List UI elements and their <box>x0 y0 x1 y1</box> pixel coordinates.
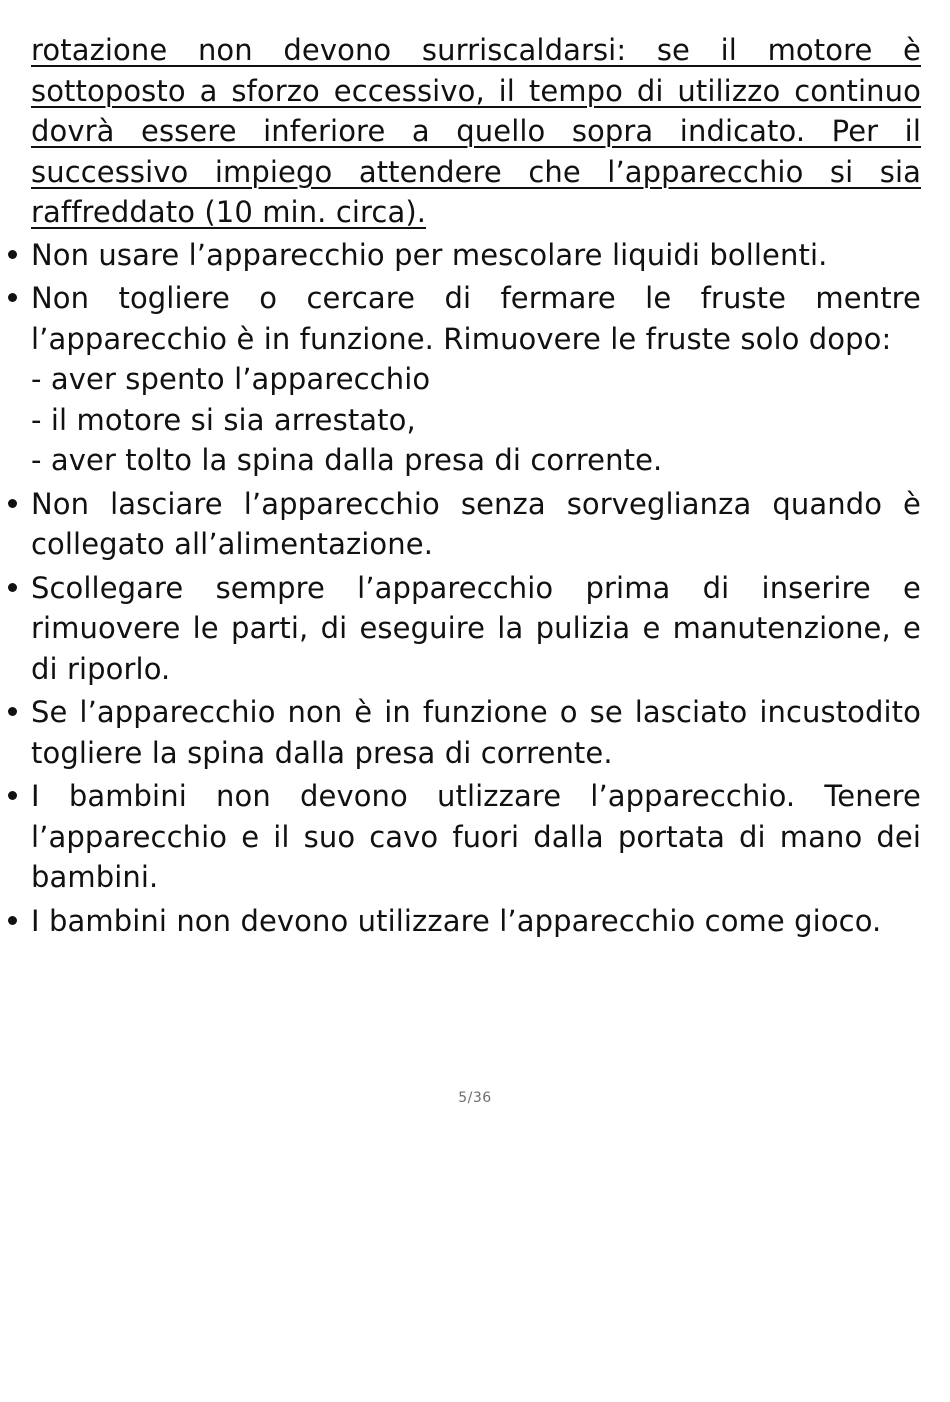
bullet-icon <box>8 250 17 259</box>
page-number: 5/36 <box>458 1090 492 1106</box>
list-item <box>31 692 921 773</box>
bullet-icon <box>8 583 17 592</box>
list-item <box>31 901 921 942</box>
sub-item: - il motore si sia arrestato, <box>31 402 416 437</box>
list-item-text: I bambini non devono utilizzare l’apparecchio come gioco. <box>31 903 882 938</box>
list-item-text: Se l’apparecchio non è in funzione o se lasciato incustodito togliere la spina dalla presa di corrente. <box>31 695 921 770</box>
list-item-text: Non lasciare l’apparecchio senza sorveglianza quando è collegato all’alimentazione. <box>31 486 921 561</box>
bullet-icon <box>8 916 17 925</box>
bullet-icon <box>8 791 17 800</box>
list-item <box>31 484 921 565</box>
intro-paragraph: rotazione non devono surriscaldarsi: se il motore è sottoposto a sforzo eccessivo, il tempo di utilizzo continuo dovrà essere inferiore a quello sopra indicato. Per il successivo impiego attendere che l’apparecchio si sia raffreddato (10 min. circa). <box>31 33 921 229</box>
safety-bullet-list <box>31 235 921 942</box>
list-item <box>31 278 921 481</box>
bullet-icon <box>8 293 17 302</box>
list-item-text: Non togliere o cercare di fermare le fruste mentre l’apparecchio è in funzione. Rimuovere le fruste solo dopo: <box>31 281 921 356</box>
list-item <box>31 776 921 898</box>
sub-item: - aver tolto la spina dalla presa di corrente. <box>31 443 663 477</box>
list-item-text: Scollegare sempre l’apparecchio prima di inserire e rimuovere le parti, di eseguire la pulizia e manutenzione, e di riporlo. <box>31 570 921 686</box>
bullet-icon <box>8 499 17 508</box>
list-item-text: Non usare l’apparecchio per mescolare liquidi bollenti. <box>31 237 828 272</box>
list-item <box>31 235 921 276</box>
sub-item: - aver spento l’apparecchio <box>31 362 431 396</box>
list-item <box>31 568 921 690</box>
list-item-text: I bambini non devono utlizzare l’apparecchio. Tenere l’apparecchio e il suo cavo fuori dalla portata di mano dei bambini. <box>31 779 921 894</box>
bullet-icon <box>8 707 17 716</box>
document-content <box>31 30 921 944</box>
